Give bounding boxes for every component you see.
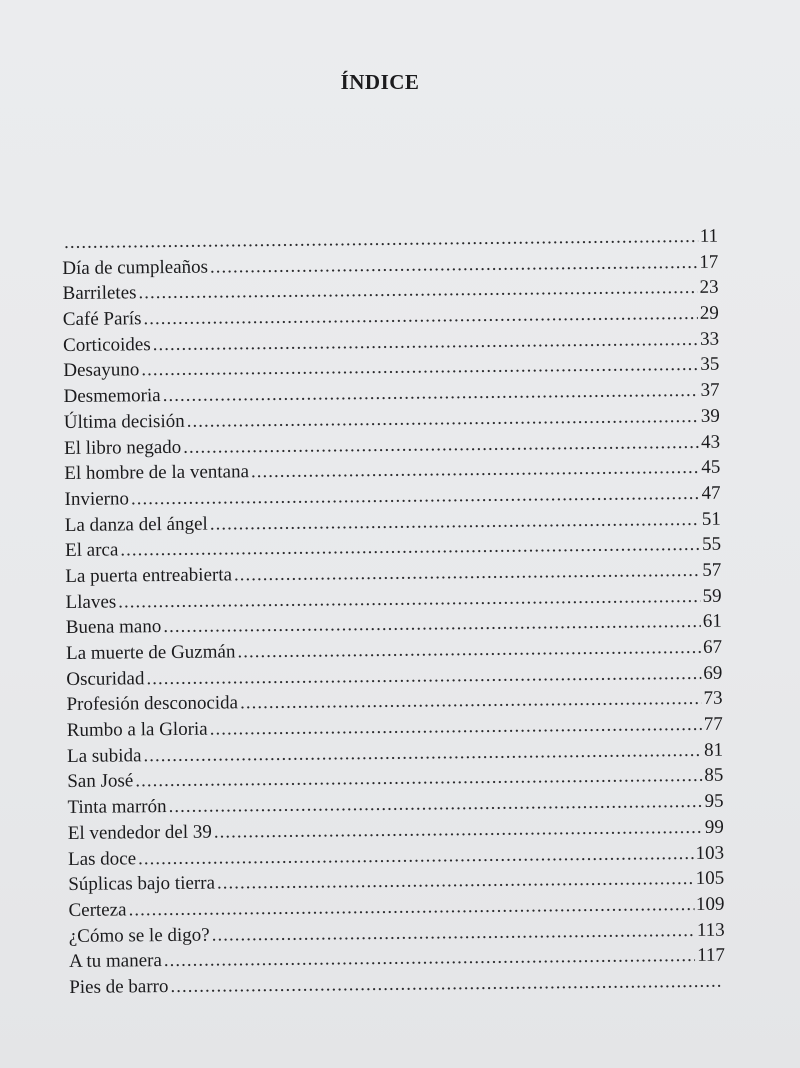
- table-of-contents: [62, 224, 725, 1001]
- toc-entry-page: 109: [695, 893, 725, 915]
- toc-entry-title: Rumbo a la Gloria: [66, 718, 208, 742]
- toc-entry-title: La danza del ángel: [64, 513, 208, 536]
- toc-entry-page: 57: [702, 559, 722, 581]
- toc-entry-page: 11: [699, 225, 719, 247]
- toc-entry-page: 51: [701, 508, 721, 530]
- toc-entry-title: Tinta marrón: [67, 796, 167, 819]
- toc-entry-title: Día de cumpleaños: [62, 256, 209, 279]
- toc-entry-title: Llaves: [65, 591, 117, 613]
- toc-entry-title: Súplicas bajo tierra: [68, 872, 216, 896]
- toc-entry-title: El libro negado: [63, 436, 182, 459]
- toc-entry-page: 17: [699, 251, 719, 273]
- toc-entry-page: 29: [699, 302, 719, 324]
- toc-entry-page: 37: [700, 379, 720, 402]
- toc-entry-page: 105: [695, 867, 725, 890]
- toc-entry-title: Profesión desconocida: [66, 692, 239, 716]
- dot-leader: [170, 969, 723, 1000]
- toc-entry-page: 73: [703, 688, 723, 710]
- toc-entry-title: Barriletes: [62, 282, 137, 305]
- toc-entry-title: Desmemoria: [63, 385, 161, 408]
- toc-entry-page: 77: [703, 713, 723, 735]
- toc-entry-page: 35: [700, 354, 720, 376]
- toc-entry-page: 81: [703, 739, 724, 761]
- toc-entry-title: Buena mano: [65, 616, 162, 639]
- toc-entry-page: 85: [704, 765, 724, 787]
- toc-entry-title: La muerte de Guzmán: [65, 641, 236, 664]
- toc-entry-title: Café París: [62, 308, 142, 331]
- toc-entry-page: 117: [697, 944, 726, 967]
- toc-entry-page: 39: [700, 405, 720, 427]
- toc-entry-page: 43: [700, 431, 721, 453]
- toc-entry-page: 67: [702, 636, 723, 658]
- toc-entry-title: A tu manera: [68, 950, 162, 973]
- toc-entry-page: 99: [704, 816, 724, 838]
- toc-entry-title: Invierno: [64, 488, 130, 510]
- toc-entry-title: Oscuridad: [66, 667, 145, 690]
- toc-entry-page: 33: [699, 328, 720, 350]
- toc-entry-title: Corticoides: [63, 333, 151, 356]
- toc-entry-title: San José: [67, 770, 134, 793]
- toc-entry-page: 47: [701, 482, 721, 504]
- toc-entry-page: 113: [696, 919, 725, 941]
- toc-entry-page: 69: [703, 662, 723, 684]
- toc-entry-title: Certeza: [68, 899, 127, 921]
- toc-entry-title: El vendedor del 39: [67, 821, 212, 844]
- toc-entry: [69, 969, 725, 1001]
- toc-entry-title: La subida: [66, 745, 142, 767]
- toc-entry-page: 55: [701, 533, 722, 556]
- toc-entry-title: Desayuno: [63, 359, 140, 382]
- toc-entry-title: ¿Cómo se le digo?: [68, 924, 210, 947]
- toc-entry-title: El arca: [64, 539, 119, 562]
- toc-entry-title: Las doce: [67, 847, 137, 870]
- toc-entry-title: Pies de barro: [69, 975, 169, 998]
- toc-entry-title: El hombre de la ventana: [64, 461, 250, 485]
- toc-entry-page: 61: [702, 610, 722, 633]
- toc-entry-page: 45: [701, 456, 721, 479]
- toc-entry-title: Última decisión: [63, 410, 185, 433]
- toc-entry-title: La puerta entreabierta: [65, 564, 233, 587]
- toc-entry-page: 59: [702, 585, 722, 607]
- toc-entry-page: 103: [695, 842, 725, 864]
- page-title: ÍNDICE: [340, 70, 420, 94]
- toc-entry-page: 23: [699, 277, 719, 299]
- toc-entry-page: 95: [704, 790, 724, 812]
